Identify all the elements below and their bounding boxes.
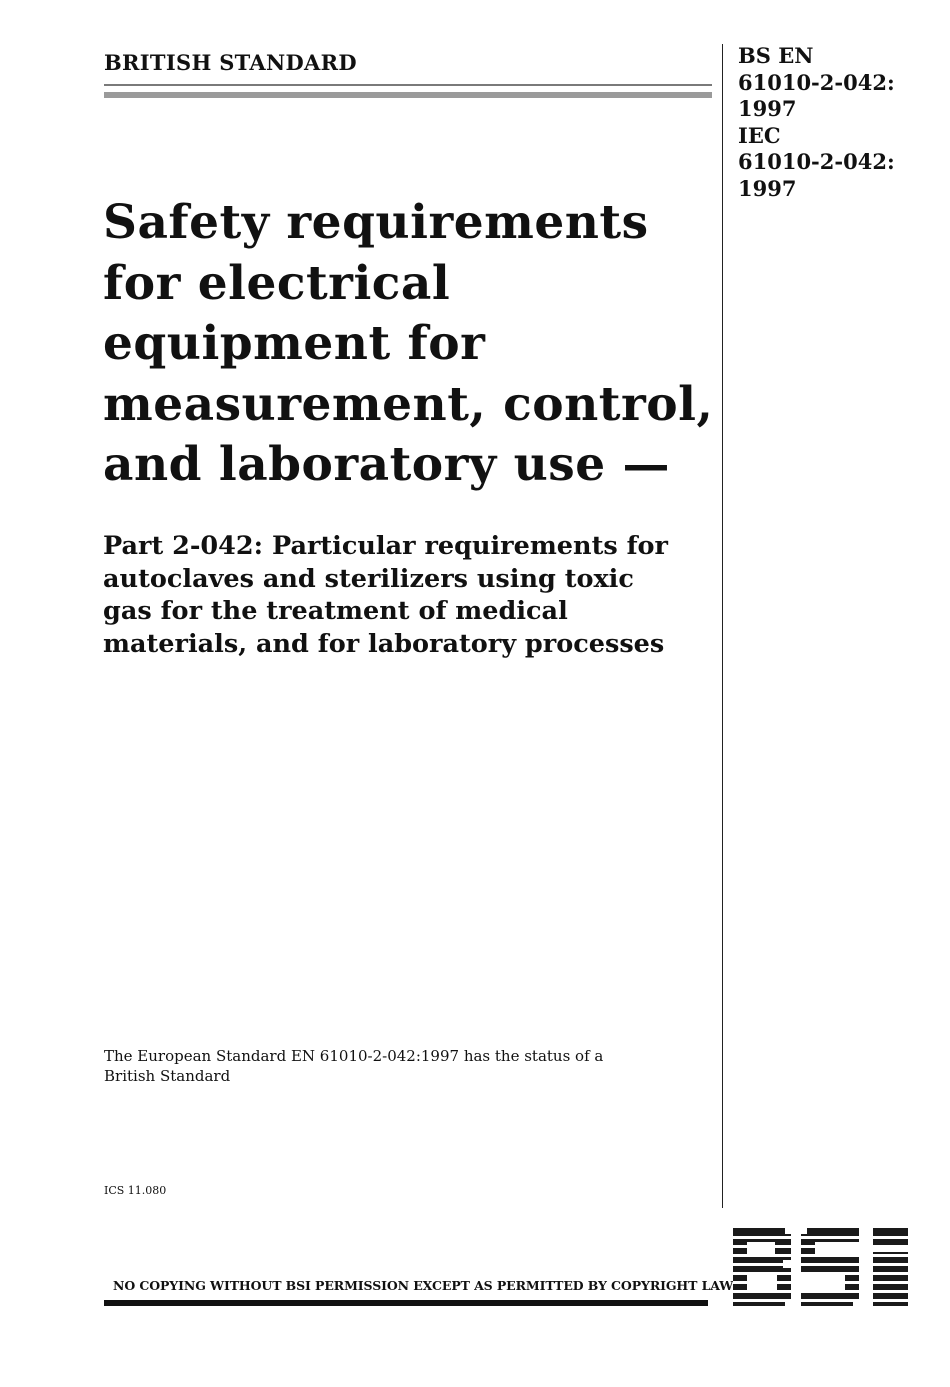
header-rule-thick: [104, 92, 712, 98]
identifier-line: 1997: [738, 96, 797, 121]
document-title: [103, 193, 713, 496]
subtitle-line: Part 2-042: Particular requirements for: [103, 531, 668, 561]
column-divider: [722, 44, 723, 1208]
title-line: for electrical: [103, 255, 451, 311]
document-subtitle: [103, 530, 713, 660]
subtitle-line: autoclaves and sterilizers using toxic: [103, 563, 634, 594]
standard-type-label: BRITISH STANDARD: [104, 50, 357, 75]
footer-bar: [104, 1300, 708, 1306]
status-note-line: The European Standard EN 61010-2-042:1997 has the status of a: [104, 1047, 604, 1065]
identifier-line: 61010-2-042:: [738, 149, 895, 174]
title-line: equipment for: [103, 316, 486, 371]
copyright-notice: NO COPYING WITHOUT BSI PERMISSION EXCEPT AS PERMITTED BY COPYRIGHT LAW: [113, 1278, 734, 1293]
identifier-line: BS EN: [738, 43, 814, 68]
bsi-logo-icon: [733, 1226, 908, 1308]
header-rule-thin: [104, 84, 712, 86]
subtitle-line: gas for the treatment of medical: [103, 596, 568, 626]
identifier-line: 61010-2-042:: [738, 69, 895, 95]
standard-identifiers: [738, 43, 938, 202]
title-line: Safety requirements: [103, 195, 649, 250]
subtitle-line: materials, and for laboratory processes: [103, 628, 665, 659]
status-note: [104, 1047, 664, 1086]
identifier-line: IEC: [738, 122, 781, 148]
identifier-line: 1997: [738, 175, 797, 201]
title-line: and laboratory use —: [103, 437, 670, 492]
ics-code: ICS 11.080: [104, 1184, 167, 1197]
status-note-line: British Standard: [104, 1066, 231, 1085]
title-line: measurement, control,: [103, 376, 714, 432]
